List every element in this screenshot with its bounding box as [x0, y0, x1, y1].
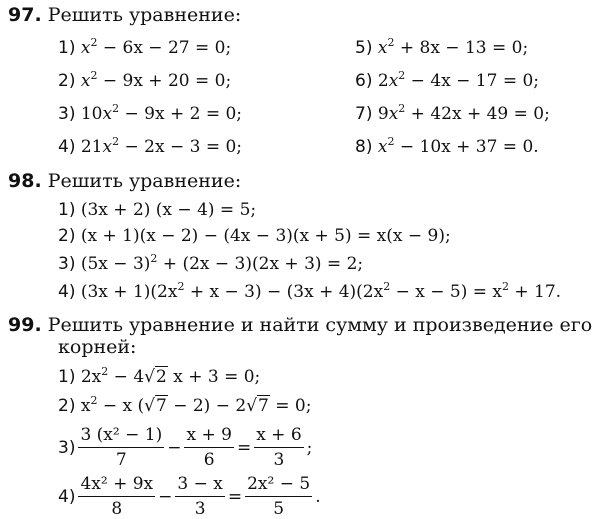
sqrt-symbol: √7	[144, 396, 167, 416]
problem-99-heading	[8, 314, 592, 336]
equation-98-4: 4) $(3x + 1)(2x^2 + x - 3) - (3x + 4)(2x^2 - x - 5) = x^2 + 17$.	[58, 280, 562, 302]
fraction: $\frac{\text{2x² − 5}}{5}$	[247, 474, 311, 519]
fraction: $\frac{\text{4x² + 9x}}{8}$	[80, 474, 154, 519]
equation-97-5: 5) $x^2 + 8x - 13 = 0$;	[355, 36, 529, 58]
problem-number: 97.	[8, 4, 42, 26]
problem-99-heading-cont: корней:	[58, 336, 137, 358]
equation-99-3: 3) $\frac{\text{3 (x² − 1)}}{7}$ − $\frac{x + 9}{6}$ = $\frac{x + 6}{3}$ ;	[58, 425, 313, 470]
fraction: $\frac{\text{3 (x² − 1)}}{7}$	[80, 425, 163, 470]
equation-98-3: 3) $(5x - 3)^2 + (2x - 3)(2x + 3) = 2$;	[58, 252, 364, 274]
problem-97-heading	[8, 4, 241, 26]
equation-99-2: 2) $x^2 - x$ (√7 − 2) − 2√7 = 0;	[58, 394, 312, 416]
problem-title: Решить уравнение:	[47, 4, 242, 26]
equation-97-8: 8) $x^2 - 10x + 37 = 0$.	[355, 135, 539, 157]
equation-99-4: 4) $\frac{\text{4x² + 9x}}{8}$ − $\frac{3 - x}{3}$ = $\frac{\text{2x² − 5}}{5}$ .	[58, 474, 321, 519]
sqrt-symbol: √2	[144, 367, 167, 387]
sqrt-symbol: √7	[246, 396, 269, 416]
equation-99-1: 1) $2x^2 - 4√2$ x + 3 = 0;	[58, 365, 261, 387]
problem-number: 98.	[8, 170, 42, 192]
equation-98-2: 2) (x + 1)(x − 2) − (4x − 3)(x + 5) = x(x − 9);	[58, 226, 451, 246]
fraction: $\frac{3 - x}{3}$	[177, 474, 223, 519]
problem-title: Решить уравнение:	[47, 170, 242, 192]
fraction: $\frac{x + 9}{6}$	[186, 425, 232, 470]
problem-title: Решить уравнение и найти сумму и произведение его	[47, 314, 593, 336]
equation-98-1: 1) (3x + 2) (x − 4) = 5;	[58, 200, 257, 220]
problem-98-heading	[8, 170, 241, 192]
equation-97-4: 4) $21x^2 - 2x - 3 = 0$;	[58, 135, 243, 157]
equation-97-2: 2) $x^2 - 9x + 20 = 0$;	[58, 69, 232, 91]
equation-97-7: 7) $9x^2 + 42x + 49 = 0$;	[355, 102, 550, 124]
problem-number: 99.	[8, 314, 42, 336]
fraction: $\frac{x + 6}{3}$	[256, 425, 302, 470]
equation-97-1: 1) $x^2 - 6x - 27 = 0$;	[58, 36, 232, 58]
equation-97-6: 6) $2x^2 - 4x - 17 = 0$;	[355, 69, 540, 91]
equation-97-3: 3) $10x^2 - 9x + 2 = 0$;	[58, 102, 243, 124]
